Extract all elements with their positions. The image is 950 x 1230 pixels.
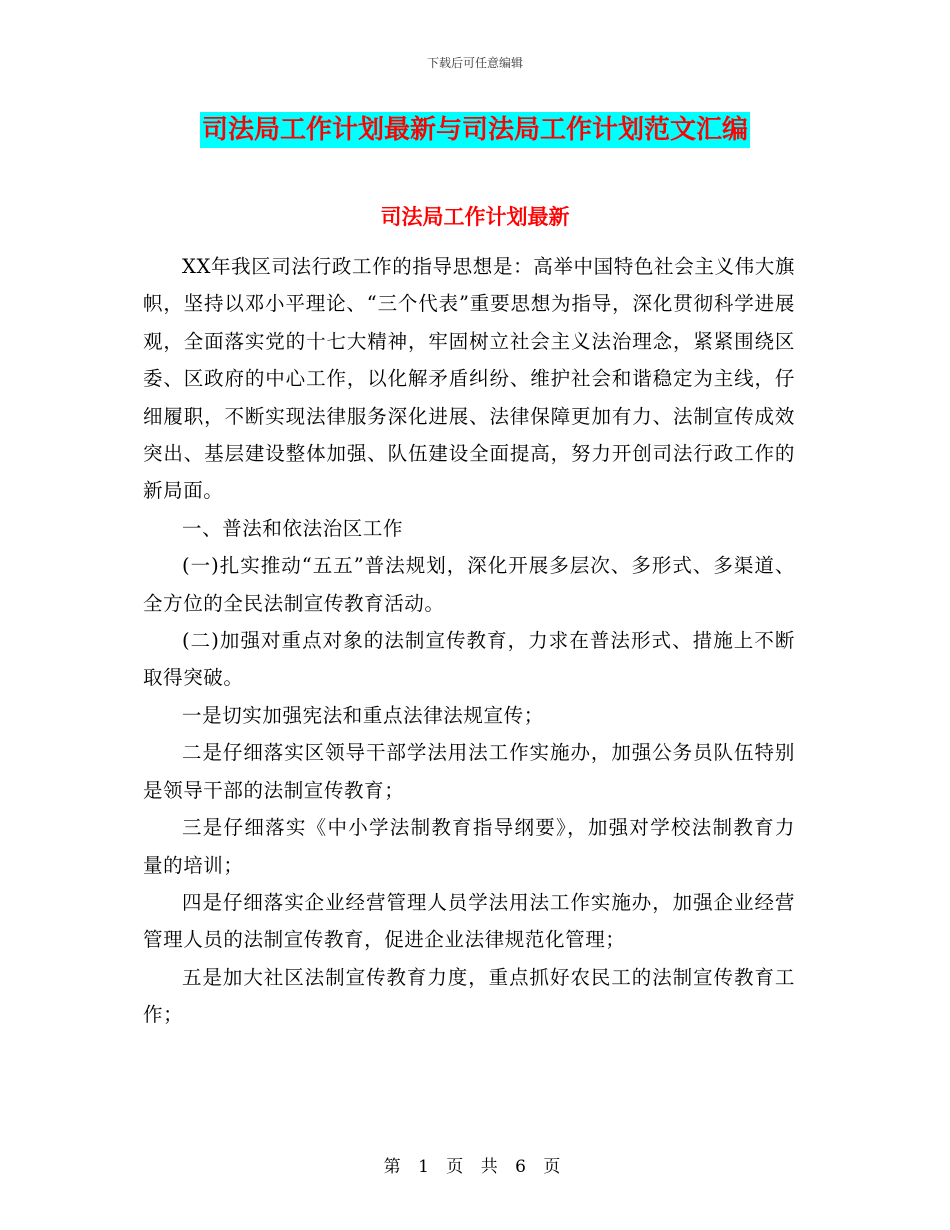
- page-footer: 第 1 页 共 6 页: [383, 1157, 567, 1177]
- main-title-container: [0, 112, 950, 148]
- section-title: 司法局工作计划最新: [380, 205, 570, 229]
- paragraph-heading-1: 一、普法和依法治区工作: [182, 516, 404, 540]
- paragraph-guiding-ideology: XX年我区司法行政工作的指导思想是：高举中国特色社会主义伟大旗帜，坚持以邓小平理论、“三个代表”重要思想为指导，深化贯彻科学进展观，全面落实党的十七大精神，牢固树立社会主义法治理念，紧紧围绕区委、区政府的中心工作，以化解矛盾纠纷、维护社会和谐稳定为主线，仔细履职，不断实现法律服务深化进展、法律保障更加有力、法制宣传成效突出、基层建设整体加强、队伍建设全面提高，努力开创司法行政工作的新局面。: [143, 255, 795, 503]
- paragraph-point-3: 三是仔细落实《中小学法制教育指导纲要》，加强对学校法制教育力量的培训；: [143, 816, 795, 877]
- body-text: [143, 248, 795, 1034]
- main-title: 司法局工作计划最新与司法局工作计划范文汇编: [200, 112, 750, 148]
- paragraph-item-1: (一)扎实推动“五五”普法规划，深化开展多层次、多形式、多渠道、全方位的全民法制宣传教育活动。: [143, 554, 795, 615]
- header-note: 下载后可任意编辑: [426, 56, 523, 70]
- paragraph-point-4: 四是仔细落实企业经营管理人员学法用法工作实施办，加强企业经营管理人员的法制宣传教育，促进企业法律规范化管理；: [143, 890, 795, 952]
- paragraph-item-2: (二)加强对重点对象的法制宣传教育，力求在普法形式、措施上不断取得突破。: [143, 629, 795, 690]
- paragraph-point-5: 五是加大社区法制宣传教育力度，重点抓好农民工的法制宣传教育工作；: [143, 965, 795, 1027]
- paragraph-point-2: 二是仔细落实区领导干部学法用法工作实施办，加强公务员队伍特别是领导干部的法制宣传教育；: [143, 741, 795, 802]
- paragraph-point-1: 一是切实加强宪法和重点法律法规宣传；: [182, 703, 544, 727]
